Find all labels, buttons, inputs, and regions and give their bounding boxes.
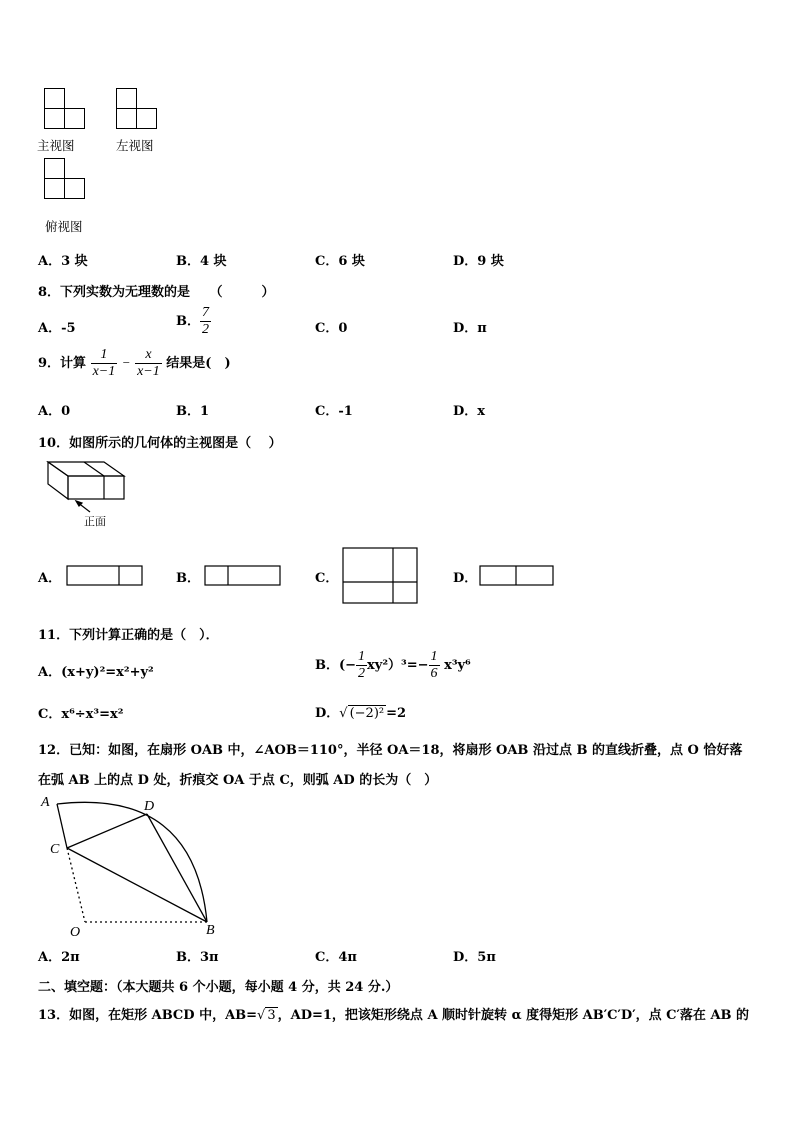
q8-option-b-label: B． bbox=[176, 314, 200, 330]
q11-fraction-1-den: 2 bbox=[358, 666, 366, 682]
point-b-label: B bbox=[206, 923, 215, 938]
q8-fraction-den: 2 bbox=[202, 322, 209, 338]
q7-option-d[interactable]: D．9 块 bbox=[453, 254, 504, 269]
q12-option-c[interactable]: C．4π bbox=[315, 950, 357, 965]
q11-fraction-1 bbox=[356, 649, 367, 682]
point-a-label: A bbox=[41, 795, 50, 810]
q10-stem: 10．如图所示的几何体的主视图是（ ） bbox=[38, 436, 282, 451]
sqrt-sign-icon: √ bbox=[257, 1008, 266, 1023]
q11-option-d-radicand: (−2)² bbox=[349, 706, 385, 721]
q9-fraction-1-den: x−1 bbox=[92, 364, 116, 380]
section-2-heading: 二、填空题：（本大题共 6 个小题，每小题 4 分，共 24 分.） bbox=[38, 980, 399, 995]
q9-fraction-2-num: x bbox=[135, 347, 162, 364]
q11-option-a[interactable]: A．(x+y)²=x²+y² bbox=[38, 665, 154, 680]
q10-option-a[interactable]: A． bbox=[38, 571, 62, 586]
q11-option-b[interactable] bbox=[315, 649, 471, 682]
top-view-figure bbox=[44, 158, 88, 200]
q12-sector-figure bbox=[36, 792, 216, 940]
q11-option-d-label: D． bbox=[315, 706, 340, 721]
q11-option-d-end: =2 bbox=[386, 706, 407, 721]
left-view-caption: 左视图 bbox=[116, 138, 154, 153]
q9-suffix: 结果是( ) bbox=[166, 356, 231, 372]
q8-option-b[interactable] bbox=[176, 305, 211, 338]
q10-option-c[interactable]: C． bbox=[315, 571, 339, 586]
q13-stem bbox=[38, 1004, 749, 1023]
q8-fraction-num: 7 bbox=[200, 305, 211, 322]
q13-suffix: ，AD=1，把该矩形绕点 A 顺时针旋转 α 度得矩形 AB′C′D′，点 C′落在 AB 的 bbox=[277, 1008, 750, 1023]
q10-option-c-figure bbox=[342, 547, 420, 605]
q7-option-c[interactable]: C．6 块 bbox=[315, 254, 365, 269]
q13-radicand: 3 bbox=[267, 1008, 276, 1023]
q8-option-d[interactable]: D．π bbox=[453, 321, 487, 336]
point-d-label: D bbox=[144, 799, 155, 814]
q10-option-b-figure bbox=[204, 565, 282, 587]
q10-option-a-figure bbox=[66, 565, 144, 587]
q11-option-b-end: x³y⁶ bbox=[444, 658, 471, 674]
q9-fraction-2-den: x−1 bbox=[137, 364, 160, 380]
q11-option-b-mid: xy²）³=− bbox=[367, 658, 429, 674]
point-c-label: C bbox=[50, 842, 60, 857]
q10-option-b[interactable]: B． bbox=[176, 571, 200, 586]
q11-option-c[interactable]: C．x⁶÷x³=x² bbox=[38, 707, 124, 722]
q11-stem: 11．下列计算正确的是（ ）． bbox=[38, 628, 219, 643]
q8-option-c[interactable]: C．0 bbox=[315, 321, 348, 336]
q9-option-a[interactable]: A．0 bbox=[38, 404, 71, 419]
main-view-figure bbox=[44, 88, 88, 130]
q9-option-c[interactable]: C．-1 bbox=[315, 404, 353, 419]
q11-fraction-2-num: 1 bbox=[429, 649, 440, 666]
q11-fraction-2-den: 6 bbox=[430, 666, 438, 682]
q9-option-d[interactable]: D．x bbox=[453, 404, 486, 419]
q9-prefix: 9．计算 bbox=[38, 356, 87, 372]
q12-option-d[interactable]: D．5π bbox=[453, 950, 496, 965]
q9-stem bbox=[38, 347, 231, 380]
q10-option-d-figure bbox=[479, 565, 557, 587]
q12-option-a[interactable]: A．2π bbox=[38, 950, 80, 965]
q9-fraction-1 bbox=[91, 347, 118, 380]
q11-fraction-1-num: 1 bbox=[356, 649, 367, 666]
left-view-figure bbox=[116, 88, 160, 130]
q7-option-a[interactable]: A．3 块 bbox=[38, 254, 88, 269]
q12-stem-line1: 12．已知：如图，在扇形 OAB 中，∠AOB＝110°，半径 OA＝18，将扇形 OAB 沿过点 B 的直线折叠，点 O 恰好落 bbox=[38, 743, 743, 758]
q10-front-label: 正面 bbox=[84, 515, 106, 528]
q9-minus: − bbox=[121, 355, 131, 371]
q10-option-d[interactable]: D． bbox=[453, 571, 478, 586]
main-view-caption: 主视图 bbox=[37, 138, 75, 153]
q11-option-b-label: B．(− bbox=[315, 658, 357, 674]
q7-option-b[interactable]: B．4 块 bbox=[176, 254, 227, 269]
q9-option-b[interactable]: B．1 bbox=[176, 404, 210, 419]
q12-stem-line2: 在弧 AB 上的点 D 处，折痕交 OA 于点 C，则弧 AD 的长为（ ） bbox=[38, 773, 438, 788]
point-o-label: O bbox=[70, 925, 81, 940]
q9-fraction-2 bbox=[135, 347, 162, 380]
q8-stem: 8．下列实数为无理数的是 （ ） bbox=[38, 285, 275, 300]
q11-option-d[interactable] bbox=[315, 702, 406, 721]
q8-option-a[interactable]: A．-5 bbox=[38, 321, 76, 336]
top-view-caption: 俯视图 bbox=[45, 219, 83, 234]
q8-fraction bbox=[200, 305, 211, 338]
q12-option-b[interactable]: B．3π bbox=[176, 950, 219, 965]
q11-fraction-2 bbox=[429, 649, 440, 682]
q13-prefix: 13．如图，在矩形 ABCD 中，AB= bbox=[38, 1008, 258, 1023]
sqrt-sign-icon: √ bbox=[339, 706, 348, 721]
q9-fraction-1-num: 1 bbox=[91, 347, 118, 364]
